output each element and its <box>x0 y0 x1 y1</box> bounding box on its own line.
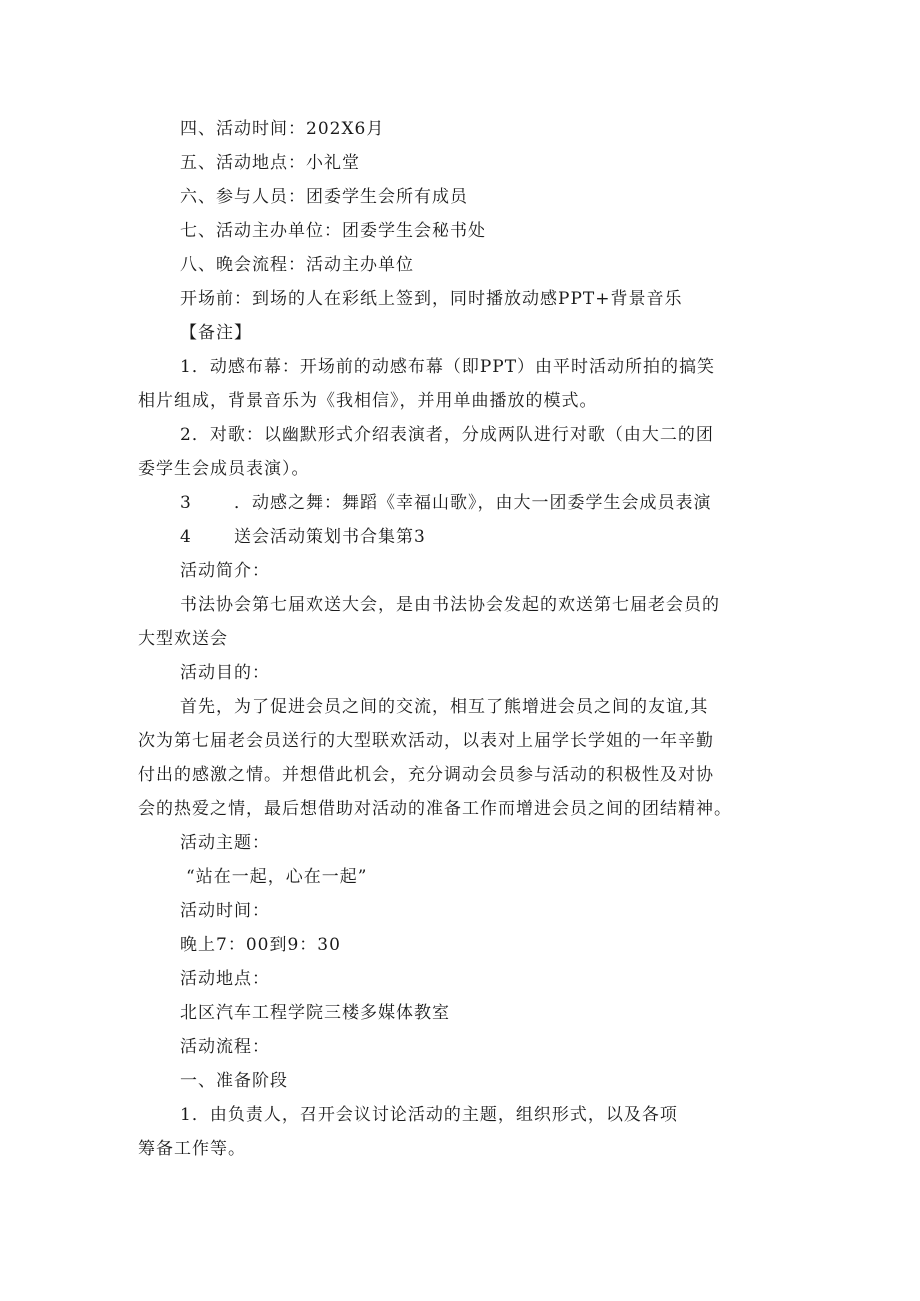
note2-line2: 委学生会成员表演）。 <box>138 459 310 479</box>
time-value: 晚上7：00到9：30 <box>180 935 341 955</box>
place-value: 北区汽车工程学院三楼多媒体教室 <box>180 1003 450 1023</box>
note4-number: 4 <box>180 527 192 547</box>
note3 <box>180 492 712 514</box>
flow-heading: 活动流程： <box>180 1037 270 1057</box>
intro-line1: 书法协会第七届欢送大会，是由书法协会发起的欢送第七届老会员的 <box>180 595 720 615</box>
purpose-heading: 活动目的： <box>180 663 270 683</box>
stage1-item1-line1: 1．由负责人，召开会议讨论活动的主题，组织形式，以及各项 <box>180 1105 678 1125</box>
time-heading: 活动时间： <box>180 901 270 921</box>
place-heading: 活动地点： <box>180 969 270 989</box>
section-eight-flow: 八、晚会流程：活动主办单位 <box>180 255 414 275</box>
note4 <box>180 526 426 548</box>
section-seven-organizer: 七、活动主办单位：团委学生会秘书处 <box>180 221 486 241</box>
intro-line2: 大型欢送会 <box>138 629 228 649</box>
section-six-participants: 六、参与人员：团委学生会所有成员 <box>180 187 468 207</box>
purpose-line4: 会的热爱之情，最后想借助对活动的准备工作而增进会员之间的团结精神。 <box>138 799 732 819</box>
note4-text: 送会活动策划书合集第3 <box>234 527 426 547</box>
note3-number: 3 <box>180 493 192 513</box>
theme-heading: 活动主题： <box>180 833 270 853</box>
intro-heading: 活动简介： <box>180 561 270 581</box>
before-opening: 开场前：到场的人在彩纸上签到，同时播放动感PPT+背景音乐 <box>180 289 683 309</box>
note2-line1: 2．对歌：以幽默形式介绍表演者，分成两队进行对歌（由大二的团 <box>180 425 714 445</box>
note3-text: ．动感之舞：舞蹈《幸福山歌》，由大一团委学生会成员表演 <box>234 493 712 513</box>
theme-value: “站在一起，心在一起” <box>186 867 368 887</box>
note1-line1: 1．动感布幕：开场前的动感布幕（即PPT）由平时活动所拍的搞笑 <box>180 357 716 377</box>
purpose-line1: 首先，为了促进会员之间的交流，相互了熊增进会员之间的友谊,其 <box>180 697 709 717</box>
section-five-place: 五、活动地点：小礼堂 <box>180 153 360 173</box>
note1-line2: 相片组成，背景音乐为《我相信》，并用单曲播放的模式。 <box>138 391 598 411</box>
notes-heading: 【备注】 <box>180 323 252 343</box>
purpose-line2: 次为第七届老会员送行的大型联欢活动，以表对上届学长学姐的一年辛勤 <box>138 731 714 751</box>
stage1-item1-line2: 筹备工作等。 <box>138 1139 246 1159</box>
stage1-heading: 一、准备阶段 <box>180 1071 288 1091</box>
purpose-line3: 付出的感激之情。并想借此机会，充分调动会员参与活动的积极性及对协 <box>138 765 714 785</box>
section-four-time: 四、活动时间：202X6月 <box>180 119 385 139</box>
